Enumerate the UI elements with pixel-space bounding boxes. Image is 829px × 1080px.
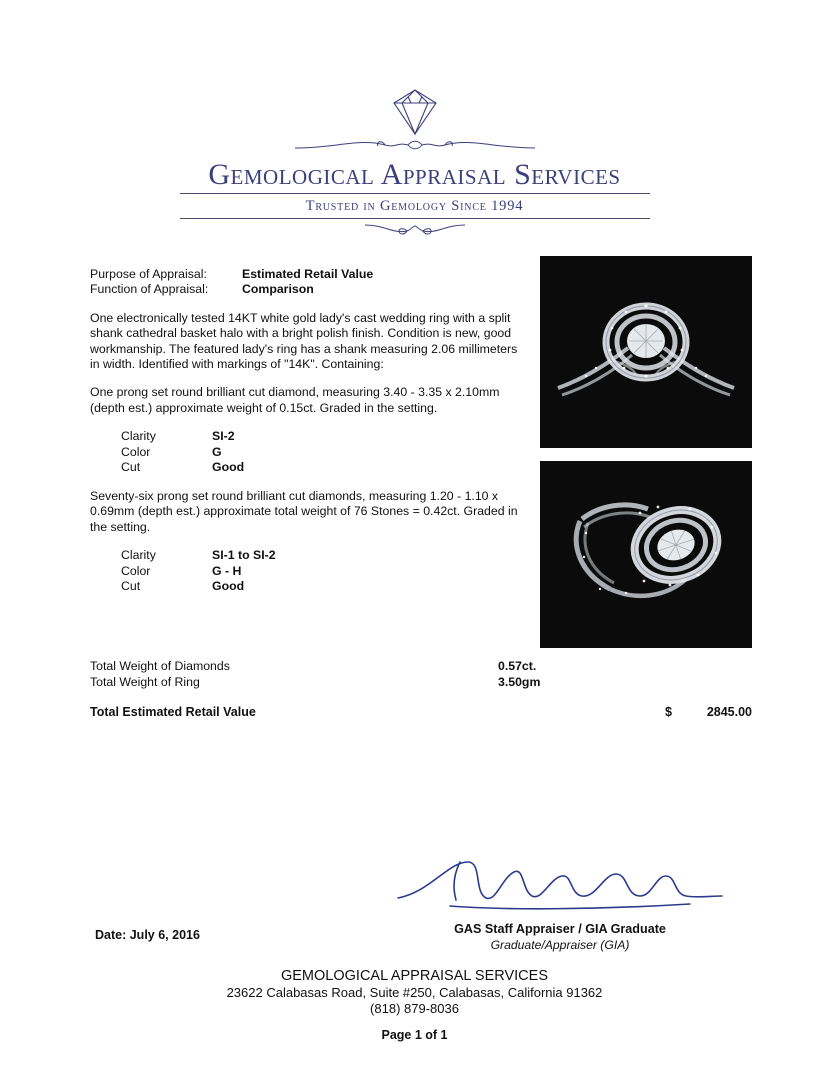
flourish-top-icon <box>290 134 540 156</box>
company-name: Gemological Appraisal Services <box>208 158 621 191</box>
footer-company: GEMOLOGICAL APPRAISAL SERVICES <box>280 968 548 984</box>
stone-1-description: One prong set round brilliant cut diamond, measuring 3.40 - 3.35 x 2.10mm (depth est.) approximate weight of 0.15ct. Graded in the setting. <box>90 385 500 415</box>
stone-2-grading <box>121 548 520 595</box>
grand-total-row <box>90 705 752 719</box>
footer-address: 23622 Calabasas Road, Suite #250, Calabasas, California 91362 <box>226 984 603 1000</box>
appraiser-subtitle: Graduate/Appraiser (GIA) <box>490 938 630 952</box>
letterhead-rule-2 <box>180 218 650 219</box>
grand-total-amount: 2845.00 <box>706 705 752 719</box>
purpose-label: Purpose of Appraisal: <box>90 267 207 281</box>
appraiser-title: GAS Staff Appraiser / GIA Graduate <box>454 922 666 936</box>
item-description: One electronically tested 14KT white gold lady's cast wedding ring with a split shank cathedral basket halo with a bright polish finish. Condition is new, good workmanship. The featured lady's ring has a shank measuring 2.06 millimeters in width. Identified with markings of "14K". Containing: <box>90 310 518 372</box>
diamond-icon <box>380 86 450 138</box>
grading-row <box>121 564 520 580</box>
signature-icon <box>390 852 730 922</box>
grading-row <box>121 429 520 445</box>
cut-value: Good <box>212 460 245 475</box>
cut-label-2: Cut <box>121 579 141 594</box>
footer-phone: (818) 879-8036 <box>370 1001 459 1016</box>
clarity-label-2: Clarity <box>121 548 156 563</box>
grand-total-currency: $ <box>665 705 672 719</box>
total-diamonds-value: 0.57ct. <box>498 659 537 673</box>
signature <box>390 852 730 922</box>
appraisal-date: Date: July 6, 2016 <box>95 928 200 942</box>
purpose-value: Estimated Retail Value <box>242 267 374 281</box>
ring-photo-bottom <box>540 461 752 648</box>
cut-value-2: Good <box>212 579 245 594</box>
total-ring-value: 3.50gm <box>498 674 541 689</box>
letterhead-rule <box>180 193 650 194</box>
ring-image-angled <box>540 461 752 648</box>
appraisal-body <box>90 267 520 595</box>
grading-row <box>121 548 520 564</box>
purpose-row <box>90 267 520 282</box>
total-diamonds-row <box>90 659 790 675</box>
grand-total-label: Total Estimated Retail Value <box>90 705 256 719</box>
footer <box>0 968 829 1043</box>
ring-image-front <box>540 256 752 448</box>
weight-totals <box>90 659 790 690</box>
function-value: Comparison <box>242 282 314 297</box>
total-ring-row <box>90 675 790 691</box>
cut-label: Cut <box>121 460 141 475</box>
clarity-label: Clarity <box>121 429 156 444</box>
function-row <box>90 282 520 297</box>
letterhead <box>0 86 829 237</box>
grading-row <box>121 579 520 595</box>
grading-row <box>121 445 520 461</box>
color-value: G <box>212 444 222 459</box>
color-value-2: G - H <box>212 563 242 578</box>
tagline: Trusted in Gemology Since 1994 <box>305 198 524 214</box>
footer-page-number: Page 1 of 1 <box>381 1027 448 1042</box>
grading-row <box>121 460 520 476</box>
clarity-value-2: SI-1 to SI-2 <box>212 548 276 563</box>
color-label: Color <box>121 444 151 459</box>
function-label: Function of Appraisal: <box>90 282 209 297</box>
flourish-bottom-icon <box>355 221 475 237</box>
total-diamonds-label: Total Weight of Diamonds <box>90 659 230 673</box>
total-ring-label: Total Weight of Ring <box>90 674 200 689</box>
clarity-value: SI-2 <box>212 429 235 444</box>
color-label-2: Color <box>121 563 151 578</box>
stone-2-description: Seventy-six prong set round brilliant cut diamonds, measuring 1.20 - 1.10 x 0.69mm (depth est.) approximate total weight of 76 Stones = 0.42ct. Graded in the setting. <box>90 489 518 534</box>
stone-1-grading <box>121 429 520 476</box>
ring-photo-top <box>540 256 752 448</box>
